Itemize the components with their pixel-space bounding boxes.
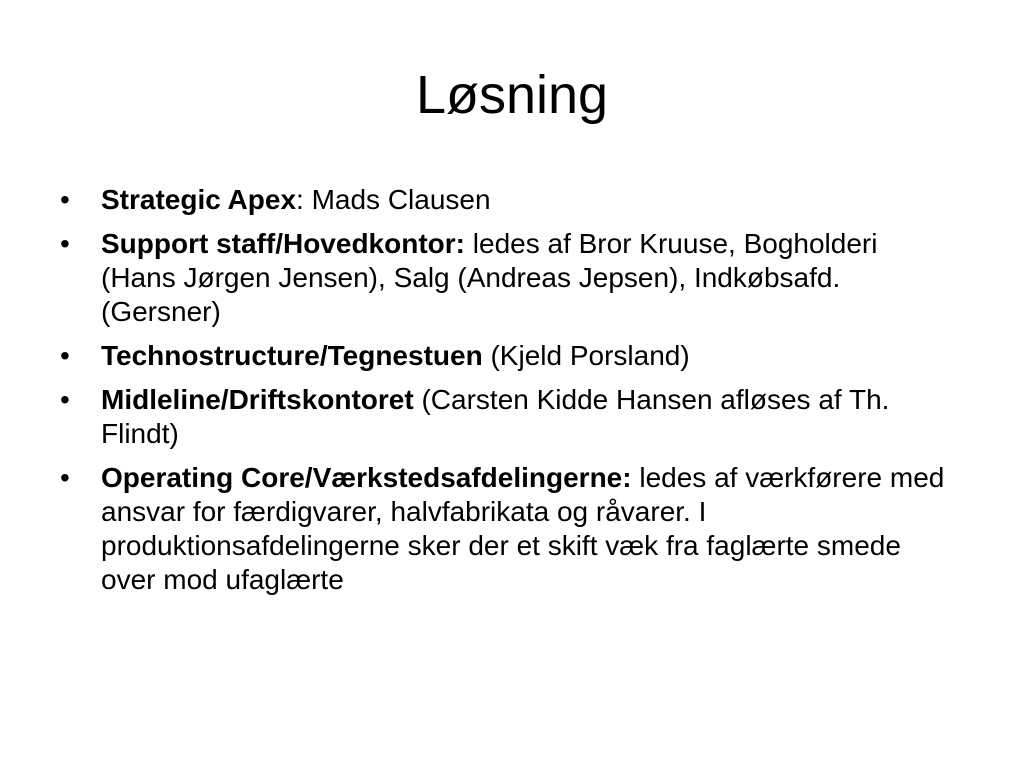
bullet-text: ledes af Bror Kruuse, Bogholderi (Hans Jørgen Jensen), Salg (Andreas Jepsen), Indkøbsafd. (Gersner) [101,228,878,327]
bullet-bold-text: Technostructure/Tegnestuen [101,340,483,371]
bullet-item-operating-core [58,461,958,597]
bullet-icon: • [60,228,70,259]
slide-title: Løsning [415,65,609,125]
bullet-icon: • [60,462,70,493]
bullet-bold-text: Strategic Apex [101,184,297,215]
bullet-icon: • [60,184,70,215]
bullet-item-midleline [58,383,958,451]
bullet-text: (Kjeld Porsland) [482,340,690,371]
bullet-icon: • [60,340,70,371]
bullet-text: : Mads Clausen [296,184,491,215]
bullet-item-technostructure [58,339,958,373]
bullet-icon: • [60,384,70,415]
bullet-text: ledes af værkførere med ansvar for færdigvarer, halvfabrikata og råvarer. I produktionsafdelingerne sker der et skift væk fra faglærte smede over mod ufaglærte [101,462,945,595]
bullet-bold-text: Support staff/Hovedkontor: [101,228,465,259]
bullet-list [58,183,958,607]
bullet-bold-text: Midleline/Driftskontoret [101,384,414,415]
bullet-item-strategic-apex [58,183,958,217]
bullet-item-support-staff [58,227,958,329]
bullet-text: (Carsten Kidde Hansen afløses af Th. Flindt) [101,384,890,449]
bullet-bold-text: Operating Core/Værkstedsafdelingerne: [101,462,632,493]
